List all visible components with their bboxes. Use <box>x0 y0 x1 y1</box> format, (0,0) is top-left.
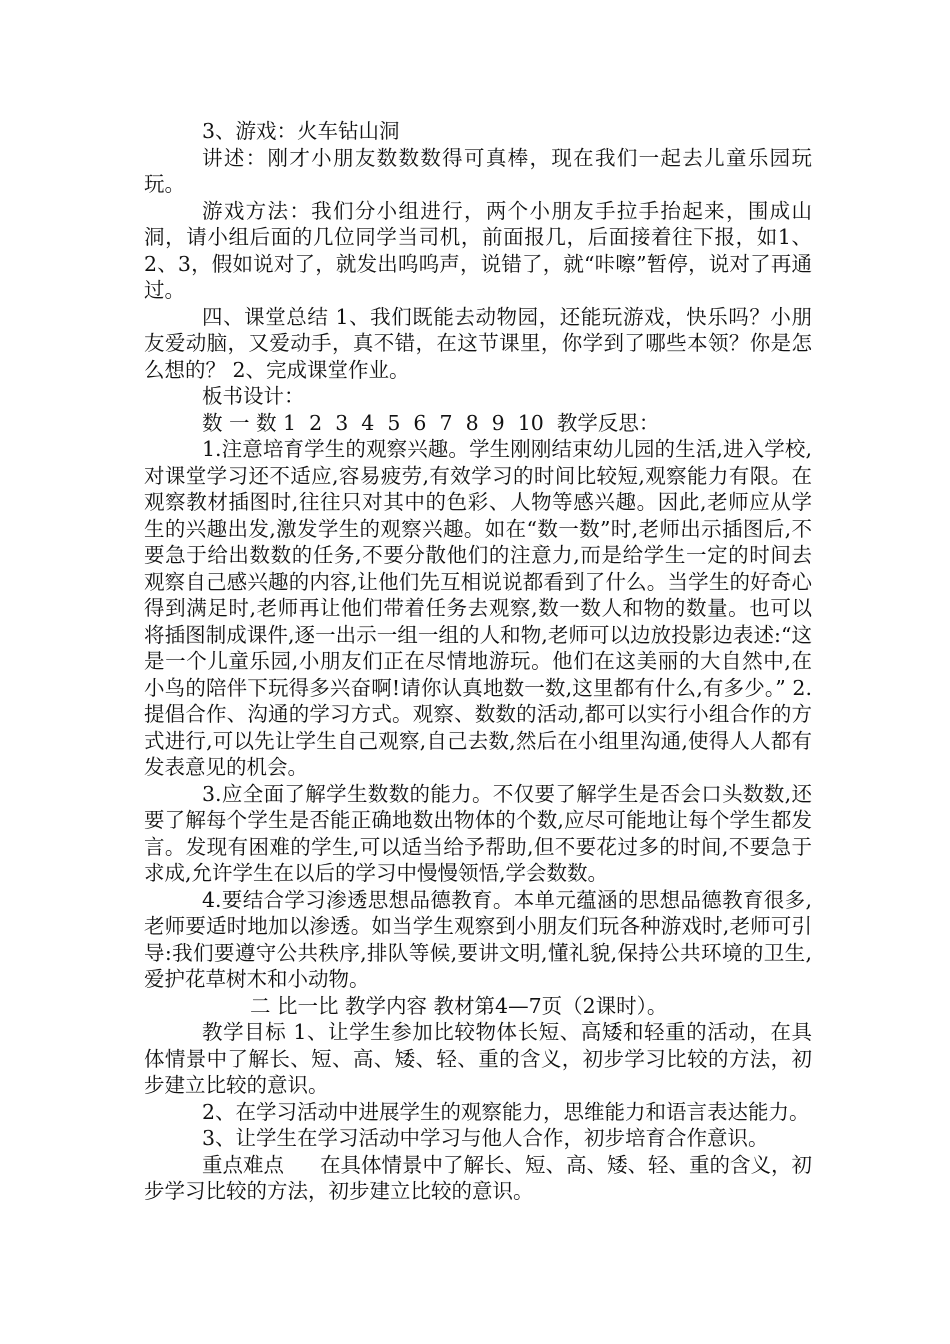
reflection-paragraph-4: 4.要结合学习渗透思想品德教育。本单元蕴涵的思想品德教育很多,老师要适时地加以渗透。如当学生观察到小朋友们玩各种游戏时,老师可引导:我们要遵守公共秩序,排队等候,要讲文明,懂礼貌,保持公共环境的卫生,爱护花草树木和小动物。 <box>144 887 812 991</box>
game-heading: 3、游戏：火车钻山洞 <box>202 119 400 143</box>
game-method-paragraph: 游戏方法：我们分小组进行，两个小朋友手拉手抬起来，围成山洞，请小组后面的几位同学当司机，前面报几，后面接着往下报，如1、2、3，假如说对了，就发出呜呜声，说错了，就“咔嚓”暂停，说对了再通过。 <box>144 198 812 302</box>
goal-3-paragraph: 3、让学生在学习活动中学习与他人合作，初步培育合作意识。 <box>202 1126 769 1150</box>
board-design-line: 数 一 数 1 2 3 4 5 6 7 8 9 10 教学反思： <box>202 410 660 435</box>
goal-2-paragraph: 2、在学习活动中进展学生的观察能力，思维能力和语言表达能力。 <box>202 1099 810 1124</box>
reflection-paragraph-1: 1.注意培育学生的观察兴趣。学生刚刚结束幼儿园的生活,进入学校,对课堂学习还不适应,容易疲劳,有效学习的时间比较短,观察能力有限。在观察教材插图时,往往只对其中的色彩、人物等感兴趣。因此,老师应从学生的兴趣出发,激发学生的观察兴趣。如在“数一数”时,老师出示插图后,不要急于给出数数的任务,不要分散他们的注意力,而是给学生一定的时间去观察自己感兴趣的内容,让他们先互相说说都看到了什么。当学生的好奇心得到满足时,老师再让他们带着任务去观察,数一数人和物的数量。也可以将插图制成课件,逐一出示一组一组的人和物,老师可以边放投影边表述:“这是一个儿童乐园,小朋友们正在尽情地游玩。他们在这美丽的大自然中,在小鸟的陪伴下玩得多兴奋啊!请你认真地数一数,这里都有什么,有多少。” 2.提倡合作、沟通的学习方式。观察、数数的活动,都可以实行小组合作的方式进行,可以先让学生自己观察,自己去数,然后在小组里沟通,使得人人都有发表意见的机会。 <box>144 437 812 779</box>
reflection-paragraph-3: 3.应全面了解学生数数的能力。不仅要了解学生是否会口头数数,还要了解每个学生是否能正确地数出物体的个数,应尽可能地让每个学生都发言。发现有困难的学生,可以适当给予帮助,但不要花过多的时间,不要急于求成,允许学生在以后的学习中慢慢领悟,学会数数。 <box>144 781 812 885</box>
key-difficulties-label: 重点难点 <box>202 1152 284 1177</box>
document-body <box>144 118 812 1205</box>
board-design-heading: 板书设计： <box>202 384 305 408</box>
teaching-goals-paragraph: 教学目标 1、让学生参加比较物体长短、高矮和轻重的活动，在具体情景中了解长、短、高、矮、轻、重的含义，初步学习比较的方法，初步建立比较的意识。 <box>144 1020 812 1097</box>
key-difficulties-paragraph <box>144 1152 812 1205</box>
section-title-compare: 二 比一比 教学内容 教材第4—7页（2课时）。 <box>250 993 668 1018</box>
lesson-summary-paragraph: 四、课堂总结 1、我们既能去动物园，还能玩游戏，快乐吗？小朋友爱动脑，又爱动手，真不错，在这节课里，你学到了哪些本领？你是怎么想的？ 2、完成课堂作业。 <box>144 304 812 382</box>
narration-paragraph: 讲述：刚才小朋友数数数得可真棒，现在我们一起去儿童乐园玩玩。 <box>144 145 812 196</box>
key-difficulties-text: 在具体情景中了解长、短、高、矮、轻、重的含义，初步学习比较的方法，初步建立比较的意识。 <box>144 1152 812 1203</box>
